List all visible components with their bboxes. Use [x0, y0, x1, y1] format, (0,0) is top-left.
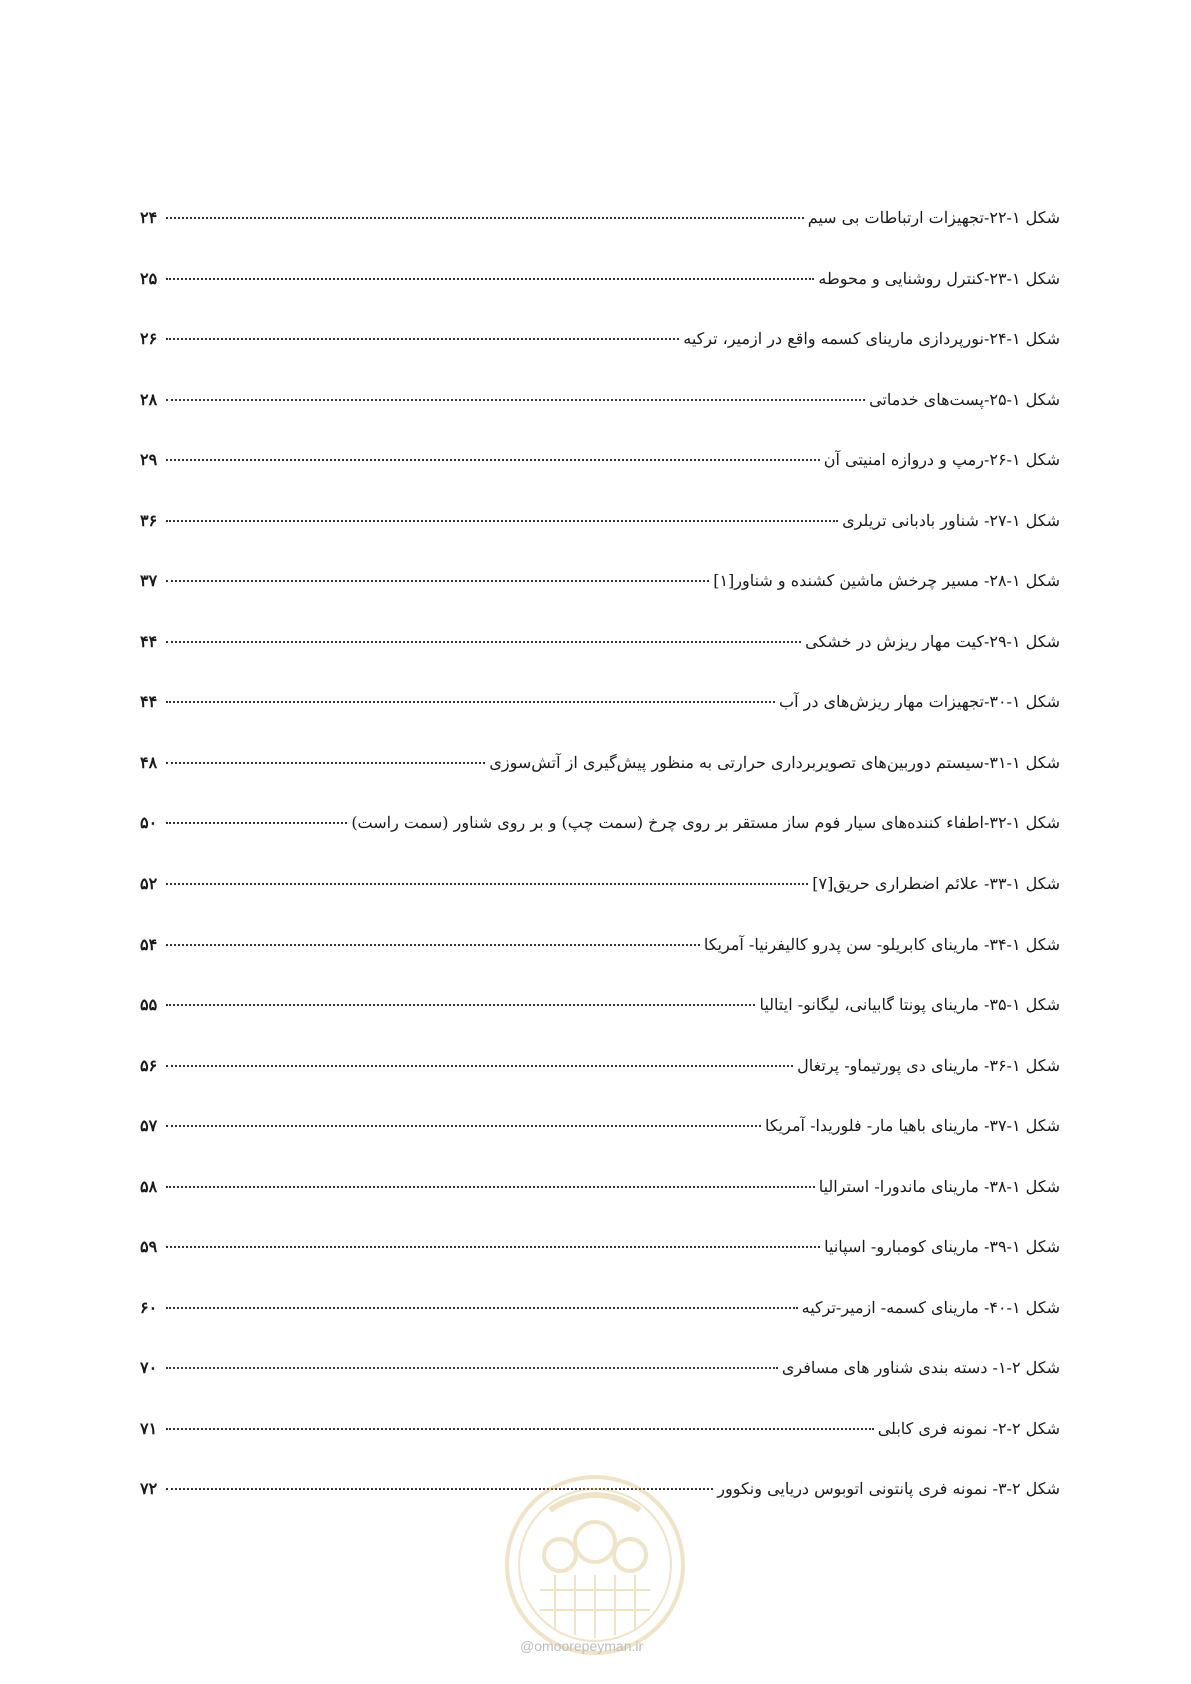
toc-entry-title: شکل ۱-۳۱-سیستم دوربین‌های تصویربرداری حرارتی به منظور پیش‌گیری از آتش‌سوزی — [489, 752, 1060, 772]
toc-entry[interactable] — [140, 269, 1060, 330]
toc-entry-title: شکل ۱-۲۸- مسیر چرخش ماشین کشنده و شناور[۱] — [713, 571, 1060, 591]
toc-entry-title: شکل ۱-۳۳- علائم اضطراری حریق[۷] — [812, 874, 1060, 894]
toc-entry[interactable] — [140, 935, 1060, 996]
toc-entry-title: شکل ۱-۳۴- مارینای کابریلو- سن پدرو کالیفرنیا- آمریکا — [703, 934, 1060, 954]
toc-entry[interactable] — [140, 1116, 1060, 1177]
toc-entry-page: ۵۷ — [140, 1116, 158, 1136]
toc-entry-title: شکل ۱-۲۵-پست‌های خدماتی — [869, 389, 1060, 409]
toc-entry-title: شکل ۱-۲۴-نورپردازی مارینای کسمه واقع در ازمیر، ترکیه — [683, 329, 1060, 349]
toc-entry-page: ۲۹ — [140, 450, 158, 470]
dot-leader — [166, 1367, 778, 1369]
toc-entry-page: ۳۷ — [140, 571, 158, 591]
dot-leader — [166, 1186, 815, 1188]
toc-entry-title: شکل ۲-۲- نمونه فری کابلی — [877, 1418, 1060, 1438]
toc-entry-title: شکل ۱-۳۹- مارینای کومبارو- اسپانیا — [824, 1237, 1060, 1257]
dot-leader — [166, 1246, 820, 1248]
dot-leader — [166, 822, 347, 824]
toc-entry[interactable] — [140, 1358, 1060, 1419]
dot-leader — [166, 944, 700, 946]
toc-entry-title: شکل ۱-۳۶- مارینای دی پورتیماو- پرتغال — [797, 1055, 1060, 1075]
toc-entry-page: ۲۸ — [140, 389, 158, 409]
toc-entry-title: شکل ۱-۲۳-کنترل روشنایی و محوطه — [818, 268, 1060, 288]
toc-entry[interactable] — [140, 874, 1060, 935]
toc-entry-page: ۶۰ — [140, 1297, 158, 1317]
dot-leader — [166, 520, 838, 522]
dot-leader — [166, 1004, 755, 1006]
toc-entry-page: ۲۶ — [140, 329, 158, 349]
toc-entry-page: ۲۴ — [140, 208, 158, 227]
dot-leader — [166, 459, 820, 461]
toc-entry[interactable] — [140, 1056, 1060, 1117]
toc-entry-page: ۵۹ — [140, 1237, 158, 1257]
dot-leader — [166, 762, 485, 764]
toc-entry-title: شکل ۱-۳۵- مارینای پونتا گابیانی، لیگانو- ایتالیا — [759, 995, 1060, 1015]
toc-entry[interactable] — [140, 753, 1060, 814]
toc-entry[interactable] — [140, 1298, 1060, 1359]
toc-entry[interactable] — [140, 390, 1060, 451]
table-of-figures — [140, 208, 1060, 1540]
dot-leader — [166, 1065, 793, 1067]
toc-entry-title: شکل ۱-۲۶-رمپ و دروازه امنیتی آن — [823, 450, 1060, 470]
dot-leader — [166, 883, 808, 885]
toc-entry[interactable] — [140, 1237, 1060, 1298]
toc-entry-page: ۵۰ — [140, 813, 158, 833]
toc-entry[interactable] — [140, 511, 1060, 572]
toc-entry[interactable] — [140, 208, 1060, 269]
toc-entry-title: شکل ۱-۴۰- مارینای کسمه- ازمیر-ترکیه — [801, 1297, 1060, 1317]
dot-leader — [166, 399, 865, 401]
watermark-text: @omoorepeyman.ir — [520, 1638, 644, 1654]
toc-entry-page: ۵۲ — [140, 874, 158, 894]
dot-leader — [166, 580, 709, 582]
toc-entry-title: شکل ۱-۳۸- مارینای ماندورا- استرالیا — [818, 1176, 1060, 1196]
toc-entry[interactable] — [140, 813, 1060, 874]
dot-leader — [166, 338, 679, 340]
dot-leader — [166, 278, 814, 280]
toc-entry[interactable] — [140, 571, 1060, 632]
toc-entry-title: شکل ۱-۳۷- مارینای باهیا مار- فلوریدا- آمریکا — [764, 1116, 1060, 1136]
toc-entry[interactable] — [140, 692, 1060, 753]
toc-entry-page: ۷۱ — [140, 1418, 158, 1438]
dot-leader — [166, 1125, 761, 1127]
toc-entry-page: ۵۵ — [140, 995, 158, 1015]
dot-leader — [166, 1307, 798, 1309]
toc-entry-page: ۵۸ — [140, 1176, 158, 1196]
toc-entry-title: شکل ۱-۲۹-کیت مهار ریزش در خشکی — [805, 631, 1060, 651]
toc-entry-page: ۷۲ — [140, 1479, 158, 1499]
toc-entry-title: شکل ۲-۳- نمونه فری پانتونی اتوبوس دریایی ونکوور — [717, 1479, 1060, 1499]
toc-entry[interactable] — [140, 1177, 1060, 1238]
toc-entry[interactable] — [140, 329, 1060, 390]
toc-entry-title: شکل ۱-۲۷- شناور بادبانی تریلری — [842, 510, 1060, 530]
dot-leader — [166, 217, 804, 219]
toc-entry-page: ۴۸ — [140, 752, 158, 772]
toc-entry-page: ۷۰ — [140, 1358, 158, 1378]
toc-entry-title: شکل ۲-۱- دسته بندی شناور های مسافری — [781, 1358, 1060, 1378]
toc-entry[interactable] — [140, 450, 1060, 511]
toc-entry-page: ۳۶ — [140, 510, 158, 530]
toc-entry-page: ۵۶ — [140, 1055, 158, 1075]
toc-entry-page: ۴۴ — [140, 631, 158, 651]
toc-entry-title: شکل ۱-۲۲-تجهیزات ارتباطات بی سیم — [807, 208, 1060, 227]
dot-leader — [166, 701, 775, 703]
toc-entry-page: ۲۵ — [140, 268, 158, 288]
toc-entry[interactable] — [140, 995, 1060, 1056]
dot-leader — [166, 641, 801, 643]
toc-entry[interactable] — [140, 632, 1060, 693]
dot-leader — [166, 1428, 874, 1430]
toc-entry-title: شکل ۱-۳۰-تجهیزات مهار ریزش‌های در آب — [779, 692, 1060, 712]
toc-entry-title: شکل ۱-۳۲-اطفاء کننده‌های سیار فوم ساز مستقر بر روی چرخ (سمت چپ) و بر روی شناور (سمت راست) — [351, 813, 1060, 833]
toc-entry-page: ۵۴ — [140, 934, 158, 954]
toc-entry-page: ۴۴ — [140, 692, 158, 712]
watermark-seal-logo — [500, 1470, 690, 1660]
